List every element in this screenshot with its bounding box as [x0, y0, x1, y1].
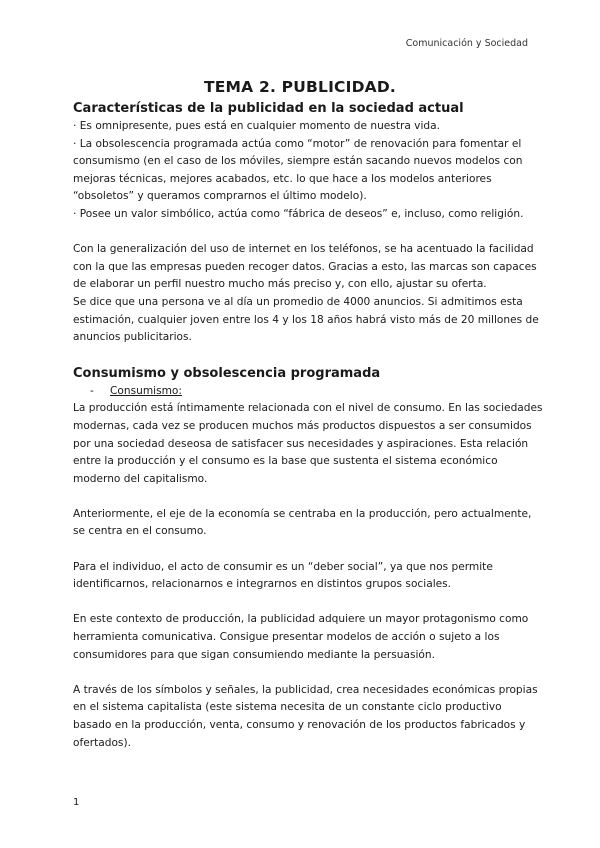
bullet-obsolescencia: · La obsolescencia programada actúa como “motor” de renovación para fomentar el consumismo (en el caso de los móviles, siempre están sacando nuevos modelos con mejoras técnicas, mejores acabados, etc. lo que hace a los modelos anteriores “obsoletos” y queramos comprarnos el último modelo). [73, 137, 523, 203]
section-heading-caracteristicas: Características de la publicidad en la sociedad actual [73, 101, 464, 116]
paragraph-deber-social: Para el individuo, el acto de consumir es un “deber social”, ya que nos permite identificarnos, relacionarnos e integrarnos en distintos grupos sociales. [73, 560, 493, 591]
list-item-label: Consumismo: [110, 384, 182, 397]
list-dash: - [90, 384, 94, 397]
paragraph-protagonismo: En este contexto de producción, la publicidad adquiere un mayor protagonismo como herramienta comunicativa. Consigue presentar modelos de acción o sujeto a los consumidores para que sigan consumiendo mediante la persuasión. [73, 613, 529, 661]
document-body [73, 100, 543, 752]
paragraph-simbolos: A través de los símbolos y señales, la publicidad, crea necesidades económicas propias en el sistema capitalista (este sistema necesita de un constante ciclo productivo basado en la producción, venta, consumo y renovación de los productos fabricados y ofertados). [73, 683, 538, 749]
paragraph-anuncios: Se dice que una persona ve al día un promedio de 4000 anuncios. Si admitimos esta estimación, cualquier joven entre los 4 y los 18 años habrá visto más de 20 millones de anuncios publicitarios. [73, 295, 539, 344]
bullet-omnipresente: · Es omnipresente, pues está en cualquier momento de nuestra vida. [73, 120, 440, 132]
paragraph-internet: Con la generalización del uso de internet en los teléfonos, se ha acentuado la facilidad con la que las empresas pueden recoger datos. Gracias a esto, las marcas son capaces de elaborar un perfil nuestro mucho más preciso y, con ello, ajustar su oferta. [73, 243, 537, 291]
running-header: Comunicación y Sociedad [405, 38, 528, 49]
section-heading-consumismo: Consumismo y obsolescencia programada [73, 365, 381, 381]
paragraph-produccion: La producción está íntimamente relacionada con el nivel de consumo. En las sociedades modernas, cada vez se producen muchos más productos dispuestos a ser consumidos por una sociedad deseosa de satisfacer sus necesidades y aspiraciones. Esta relación entre la producción y el consumo es la base que sustenta el sistema económico moderno del capitalismo. [73, 402, 543, 485]
list-item-consumismo [73, 383, 543, 401]
page-title: TEMA 2. PUBLICIDAD. [203, 78, 396, 96]
page-number: 1 [73, 797, 80, 808]
paragraph-eje-economia: Anteriormente, el eje de la economía se centraba en la producción, pero actualmente, se centra en el consumo. [73, 507, 532, 538]
bullet-valor-simbolico: · Posee un valor simbólico, actúa como “fábrica de deseos” e, incluso, como religión. [73, 207, 524, 220]
